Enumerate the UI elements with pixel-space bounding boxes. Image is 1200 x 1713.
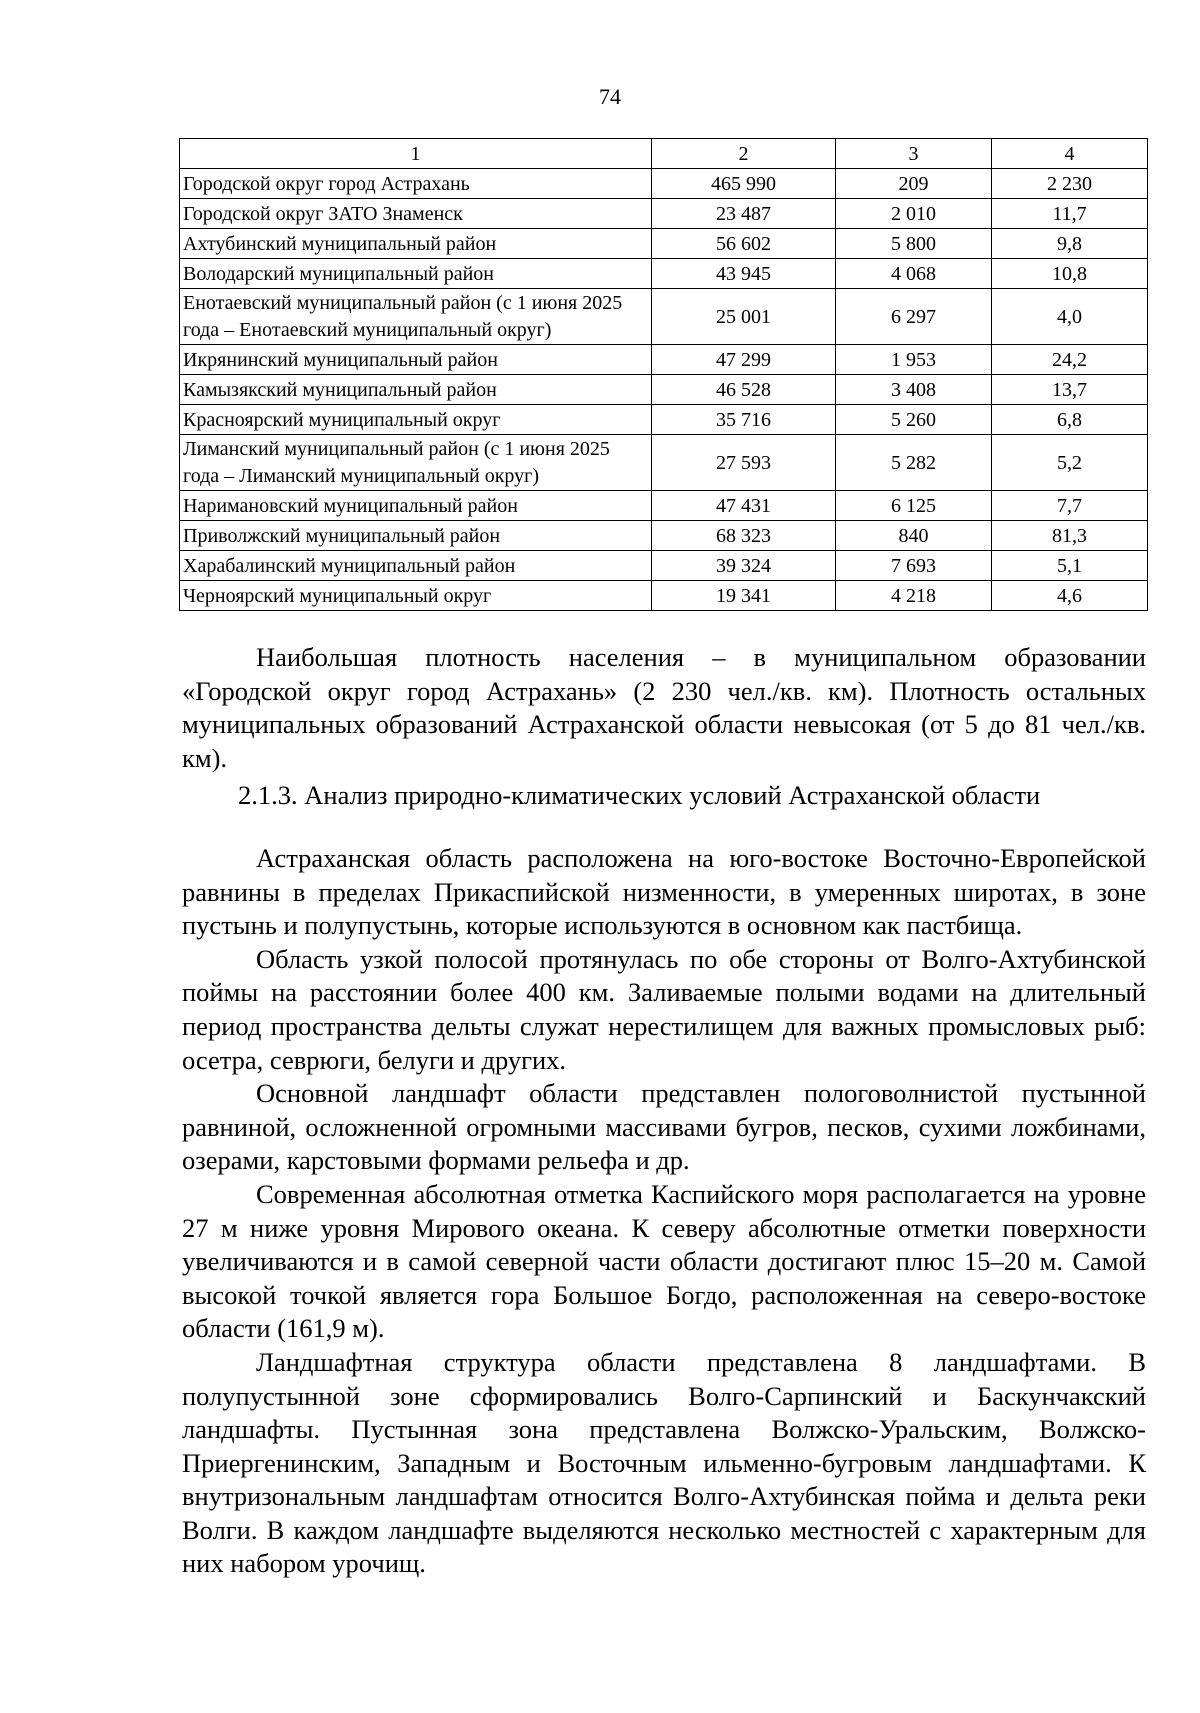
table-cell-value: 2 010	[836, 199, 992, 229]
table-cell-value: 24,2	[992, 345, 1148, 375]
table-cell-value: 5,1	[992, 551, 1148, 581]
table-cell-value: 3 408	[836, 375, 992, 405]
table-cell-value: 465 990	[652, 169, 836, 199]
table-cell-municipality: Лиманский муниципальный район (с 1 июня 2025 года – Лиманский муниципальный округ)	[180, 435, 652, 491]
table-row	[180, 521, 1148, 551]
table-row	[180, 405, 1148, 435]
table-cell-value: 5,2	[992, 435, 1148, 491]
table-cell-municipality: Красноярский муниципальный округ	[180, 405, 652, 435]
table-cell-value: 9,8	[992, 229, 1148, 259]
table-cell-value: 7,7	[992, 491, 1148, 521]
table-cell-municipality: Ахтубинский муниципальный район	[180, 229, 652, 259]
table-cell-value: 19 341	[652, 581, 836, 611]
page-number: 74	[599, 84, 621, 109]
table-cell-value: 4 218	[836, 581, 992, 611]
table-cell-municipality: Городской округ город Астрахань	[180, 169, 652, 199]
table-cell-value: 840	[836, 521, 992, 551]
body-text	[182, 842, 1146, 1581]
body-paragraph: Ландшафтная структура области представлена 8 ландшафтами. В полупустынной зоне сформировались Волго-Сарпинский и Баскунчакский ландшафты. Пустынная зона представлена Волжско-Уральским, Волжско-Приергенинским, Западным и Восточным ильменно-бугровым ландшафтами. К внутризональным ландшафтам относится Волго-Ахтубинская пойма и дельта реки Волги. В каждом ландшафте выделяются несколько местностей с характерным для них набором урочищ.	[182, 1346, 1146, 1579]
table-cell-value: 43 945	[652, 259, 836, 289]
table-cell-value: 2 230	[992, 169, 1148, 199]
table-row	[180, 435, 1148, 491]
table-cell-value: 23 487	[652, 199, 836, 229]
body-paragraph: Астраханская область расположена на юго-востоке Восточно-Европейской равнины в пределах Прикаспийской низменности, в умеренных широтах, в зоне пустынь и полупустынь, которые используются в основном как пастбища.	[182, 843, 1146, 941]
table-row	[180, 169, 1148, 199]
table-cell-municipality: Городской округ ЗАТО Знаменск	[180, 199, 652, 229]
table-cell-municipality: Харабалинский муниципальный район	[180, 551, 652, 581]
table-row	[180, 259, 1148, 289]
table-cell-value: 1 953	[836, 345, 992, 375]
population-table	[179, 138, 1148, 611]
table-cell-value: 4,0	[992, 289, 1148, 345]
table-cell-value: 4,6	[992, 581, 1148, 611]
table-cell-municipality: Приволжский муниципальный район	[180, 521, 652, 551]
table-cell-value: 56 602	[652, 229, 836, 259]
table-row	[180, 551, 1148, 581]
table-cell-value: 35 716	[652, 405, 836, 435]
table-row	[180, 581, 1148, 611]
table-cell-value: 47 431	[652, 491, 836, 521]
table-cell-value: 68 323	[652, 521, 836, 551]
table-header-cell: 3	[836, 139, 992, 169]
section-heading: 2.1.3. Анализ природно-климатических условий Астраханской области	[238, 780, 1041, 810]
table-row	[180, 199, 1148, 229]
table-header-cell: 4	[992, 139, 1148, 169]
table-cell-value: 11,7	[992, 199, 1148, 229]
table-header-cell: 1	[180, 139, 652, 169]
table-row	[180, 345, 1148, 375]
table-cell-value: 46 528	[652, 375, 836, 405]
table-cell-value: 5 260	[836, 405, 992, 435]
table-cell-value: 6 125	[836, 491, 992, 521]
body-paragraph: Область узкой полосой протянулась по обе стороны от Волго-Ахтубинской поймы на расстоянии более 400 км. Заливаемые полыми водами на длительный период пространства дельты служат нерестилищем для важных промысловых рыб: осетра, севрюги, белуги и других.	[182, 943, 1146, 1075]
table-cell-value: 47 299	[652, 345, 836, 375]
table-cell-municipality: Володарский муниципальный район	[180, 259, 652, 289]
table-cell-value: 5 282	[836, 435, 992, 491]
summary-paragraph: Наибольшая плотность населения – в муниципальном образовании «Городской округ город Астрахань» (2 230 чел./кв. км). Плотность остальных муниципальных образований Астраханской области невысокая (от 5 до 81 чел./кв. км).	[182, 642, 1146, 773]
table-cell-value: 39 324	[652, 551, 836, 581]
body-paragraph: Современная абсолютная отметка Каспийского моря располагается на уровне 27 м ниже уровня Мирового океана. К северу абсолютные отметки поверхности увеличиваются и в самой северной части области достигают плюс 15–20 м. Самой высокой точкой является гора Большое Богдо, расположенная на северо-востоке области (161,9 м).	[182, 1178, 1146, 1344]
table-cell-value: 10,8	[992, 259, 1148, 289]
table-cell-municipality: Камызякский муниципальный район	[180, 375, 652, 405]
table-cell-value: 4 068	[836, 259, 992, 289]
table-cell-municipality: Черноярский муниципальный округ	[180, 581, 652, 611]
table-cell-value: 81,3	[992, 521, 1148, 551]
table-cell-municipality: Икрянинский муниципальный район	[180, 345, 652, 375]
table-cell-value: 27 593	[652, 435, 836, 491]
table-cell-value: 6,8	[992, 405, 1148, 435]
table-row	[180, 491, 1148, 521]
table-header-row	[180, 139, 1148, 169]
body-paragraph: Основной ландшафт области представлен пологоволнистой пустынной равниной, осложненной огромными массивами бугров, песков, сухими ложбинами, озерами, карстовыми формами рельефа и др.	[182, 1078, 1146, 1176]
summary-block	[182, 641, 1146, 775]
table-cell-value: 13,7	[992, 375, 1148, 405]
table-cell-value: 5 800	[836, 229, 992, 259]
table-row	[180, 375, 1148, 405]
table-cell-municipality: Енотаевский муниципальный район (с 1 июня 2025 года – Енотаевский муниципальный округ)	[180, 289, 652, 345]
table-cell-value: 209	[836, 169, 992, 199]
table-cell-municipality: Наримановский муниципальный район	[180, 491, 652, 521]
table-row	[180, 289, 1148, 345]
table-cell-value: 6 297	[836, 289, 992, 345]
table-header-cell: 2	[652, 139, 836, 169]
table-cell-value: 25 001	[652, 289, 836, 345]
table-row	[180, 229, 1148, 259]
table-cell-value: 7 693	[836, 551, 992, 581]
